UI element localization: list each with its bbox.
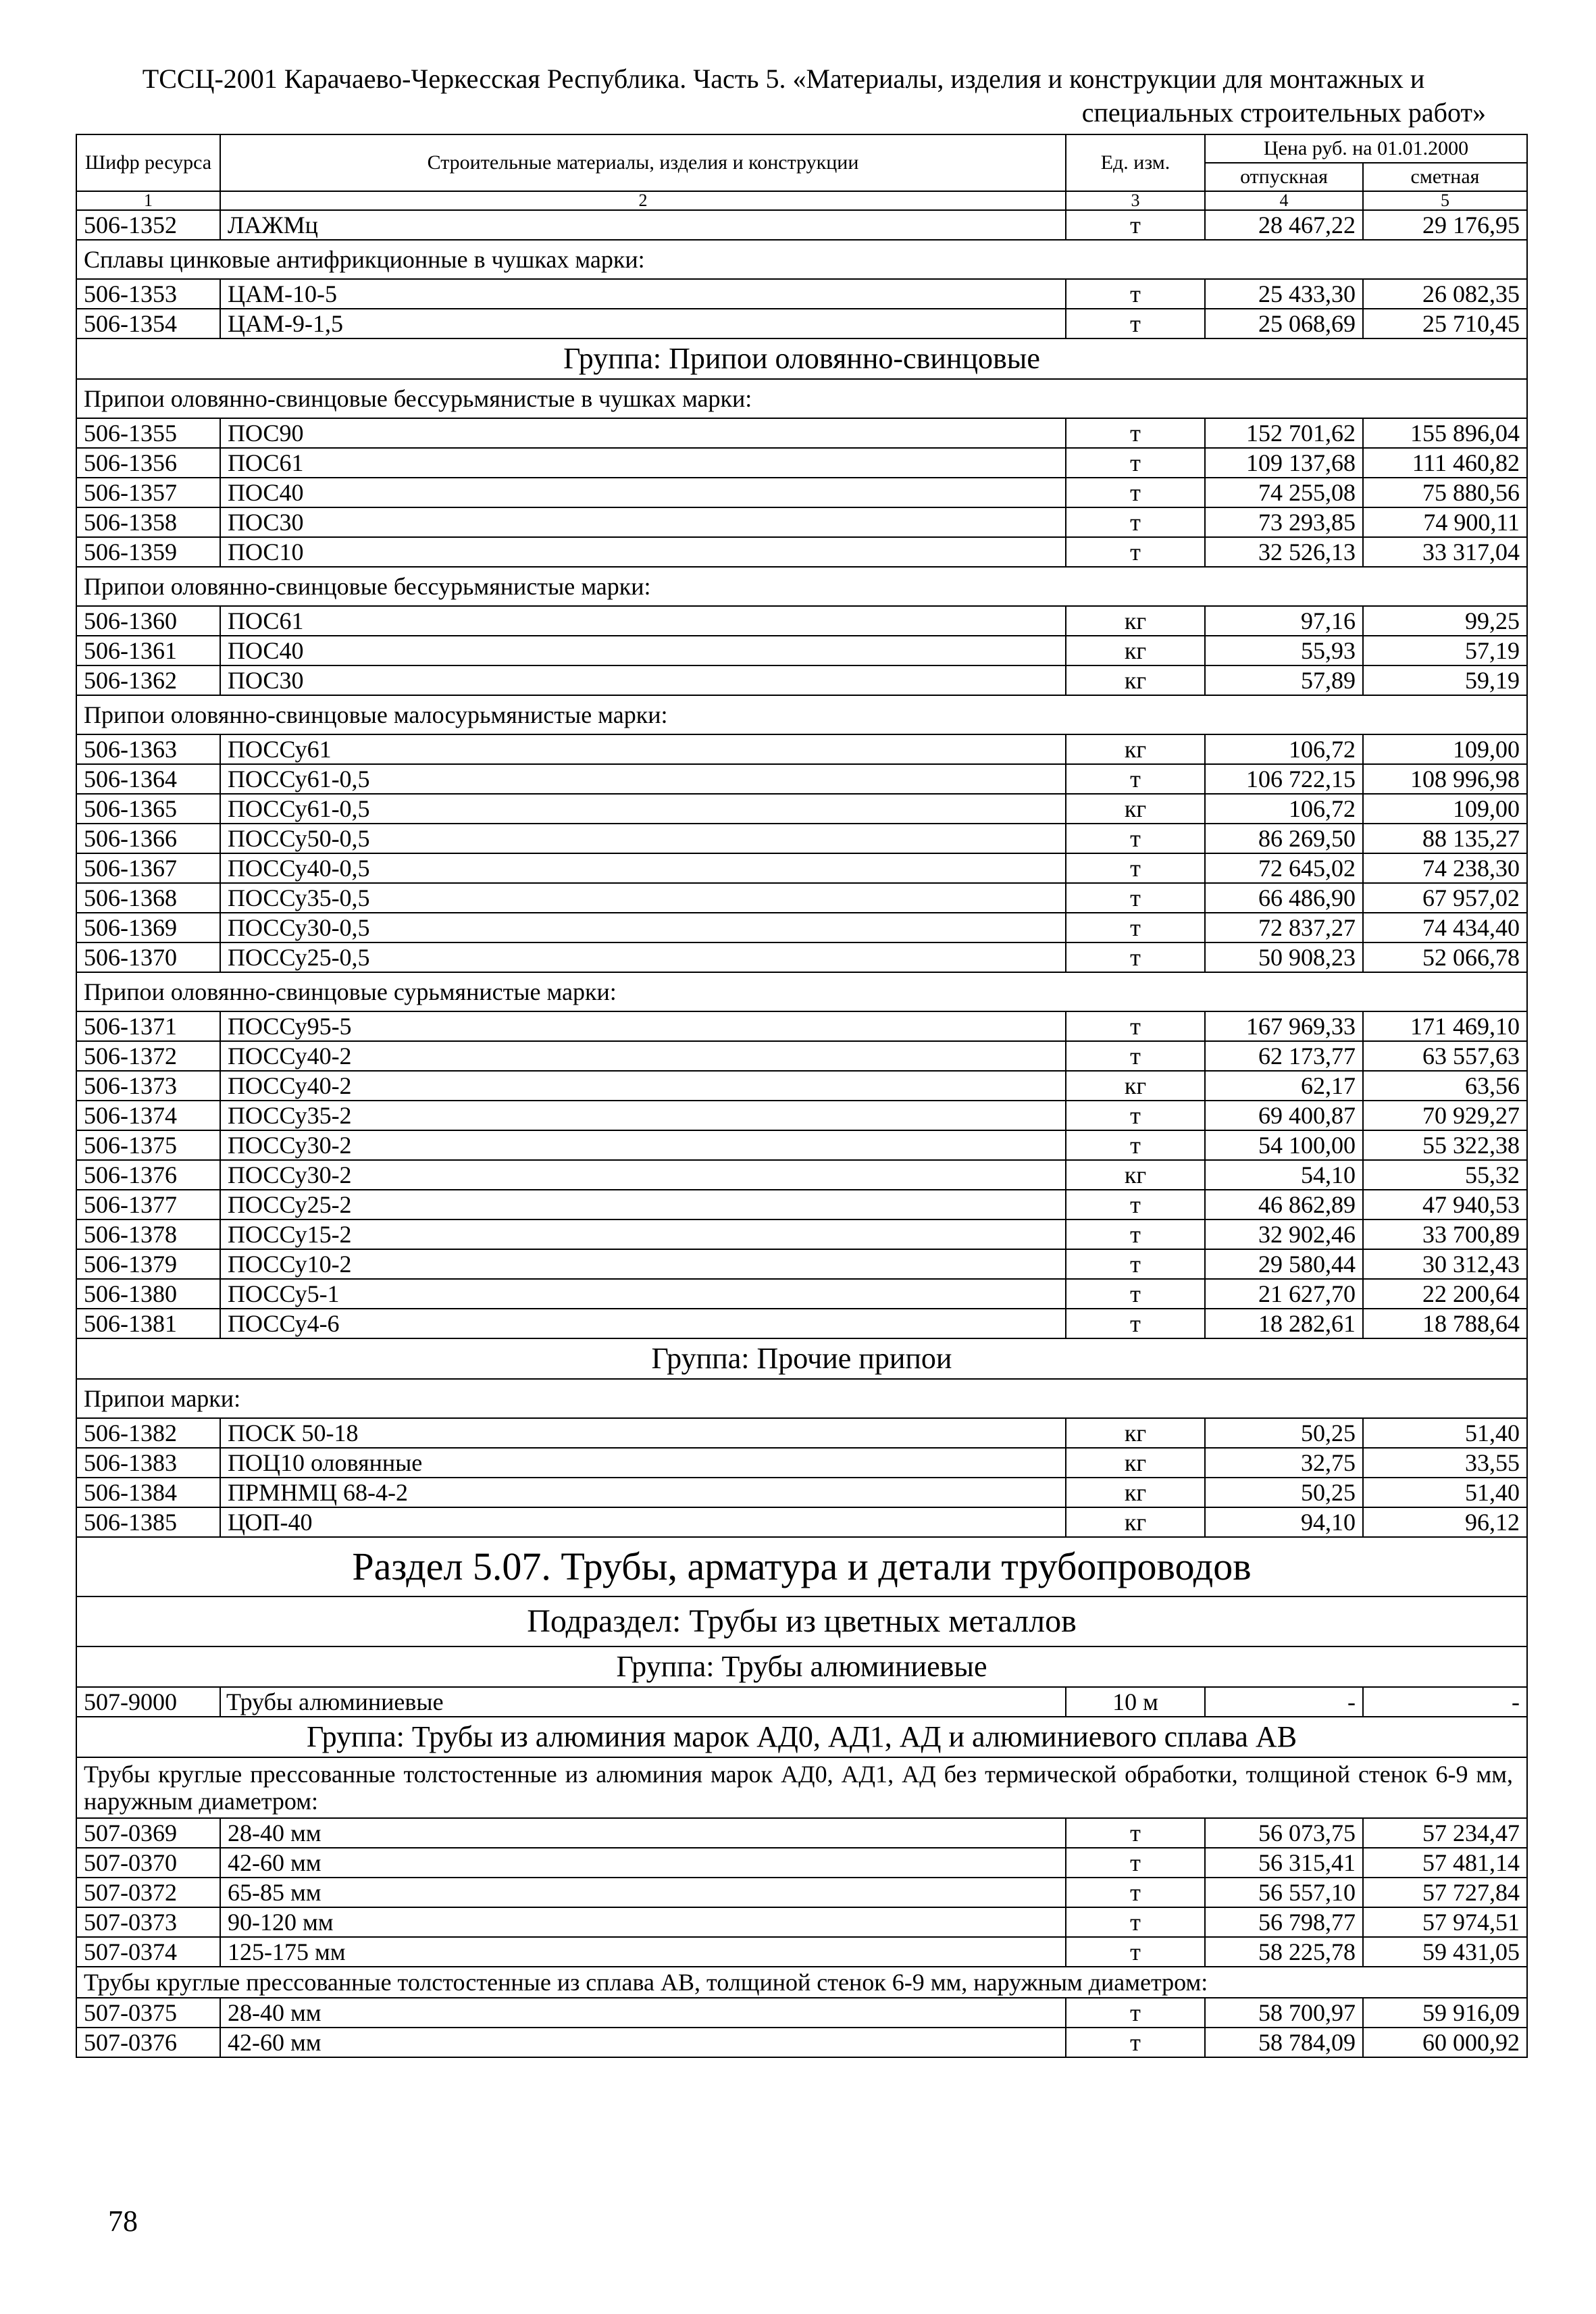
subheading-row [76,240,1527,279]
table-row [76,734,1527,764]
table-row [76,309,1527,338]
material-name-cell: ПРМНМЦ 68-4-2 [220,1478,1066,1507]
unit-cell: т [1066,1279,1205,1309]
resource-code-cell: 506-1353 [76,279,220,309]
release-price-cell: 55,93 [1205,636,1363,665]
resource-code-cell: 506-1352 [76,210,220,240]
release-price-cell: 62 173,77 [1205,1041,1363,1071]
release-price-cell: 56 798,77 [1205,1907,1363,1937]
estimate-price-cell: 57 727,84 [1363,1878,1527,1907]
resource-code-cell: 506-1369 [76,913,220,942]
page-header [74,62,1493,130]
col-header-unit: Ед. изм. [1066,134,1205,191]
estimate-price-cell: 70 929,27 [1363,1101,1527,1130]
resource-code-cell: 506-1385 [76,1507,220,1537]
material-name-cell: 28-40 мм [220,1818,1066,1848]
table-row [76,1071,1527,1101]
table-row [76,606,1527,636]
material-name-cell: ПОССу50-0,5 [220,824,1066,853]
col-header-name: Строительные материалы, изделия и конструкции [220,134,1066,191]
estimate-price-cell: 57 974,51 [1363,1907,1527,1937]
material-name-cell: ПОС61 [220,606,1066,636]
unit-cell: т [1066,448,1205,478]
table-row [76,794,1527,824]
unit-cell: т [1066,507,1205,537]
unit-cell: кг [1066,1418,1205,1448]
release-price-cell: 97,16 [1205,606,1363,636]
material-name-cell: ПОССу40-0,5 [220,853,1066,883]
release-price-cell: 50 908,23 [1205,942,1363,972]
table-row [76,1937,1527,1967]
estimate-price-cell: 96,12 [1363,1507,1527,1537]
material-name-cell: ПОС40 [220,636,1066,665]
release-price-cell: 66 486,90 [1205,883,1363,913]
table-row [76,1478,1527,1507]
col-number: 5 [1363,191,1527,210]
resource-code-cell: 506-1361 [76,636,220,665]
release-price-cell: 86 269,50 [1205,824,1363,853]
material-name-cell: ЦОП-40 [220,1507,1066,1537]
material-name-cell: 125-175 мм [220,1937,1066,1967]
release-price-cell: 106,72 [1205,794,1363,824]
material-name-cell: ПОССу61-0,5 [220,764,1066,794]
estimate-price-cell: 74 900,11 [1363,507,1527,537]
release-price-cell: 58 225,78 [1205,1937,1363,1967]
material-name-cell: 65-85 мм [220,1878,1066,1907]
material-name-cell: ПОС30 [220,665,1066,695]
subheading-cell: Припои оловянно-свинцовые сурьмянистые марки: [76,972,1527,1011]
resource-code-cell: 506-1371 [76,1011,220,1041]
resource-code-cell: 507-0370 [76,1848,220,1878]
table-row [76,1418,1527,1448]
material-name-cell: ПОС90 [220,418,1066,448]
estimate-price-cell: 155 896,04 [1363,418,1527,448]
section-heading-row [76,1537,1527,1596]
estimate-price-cell: 29 176,95 [1363,210,1527,240]
material-name-cell: ЦАМ-9-1,5 [220,309,1066,338]
resource-code-cell: 506-1377 [76,1190,220,1219]
unit-cell: т [1066,1309,1205,1338]
resource-code-cell: 506-1359 [76,537,220,567]
estimate-price-cell: 57 234,47 [1363,1818,1527,1848]
estimate-price-cell: 30 312,43 [1363,1249,1527,1279]
unit-cell: кг [1066,1507,1205,1537]
estimate-price-cell: - [1363,1687,1527,1717]
subheading-row [76,972,1527,1011]
estimate-price-cell: 60 000,92 [1363,2028,1527,2057]
release-price-cell: 25 068,69 [1205,309,1363,338]
resource-code-cell: 506-1366 [76,824,220,853]
table-row [76,1190,1527,1219]
estimate-price-cell: 33 317,04 [1363,537,1527,567]
material-name-cell: ПОССу35-2 [220,1101,1066,1130]
resource-code-cell: 507-0374 [76,1937,220,1967]
table-row [76,665,1527,695]
estimate-price-cell: 63 557,63 [1363,1041,1527,1071]
section-heading: Раздел 5.07. Трубы, арматура и детали трубопроводов [76,1537,1527,1596]
subheading-cell: Сплавы цинковые антифрикционные в чушках марки: [76,240,1527,279]
table-row [76,1219,1527,1249]
release-price-cell: 28 467,22 [1205,210,1363,240]
table-row [76,942,1527,972]
release-price-cell: 109 137,68 [1205,448,1363,478]
estimate-price-cell: 57 481,14 [1363,1848,1527,1878]
unit-cell: т [1066,883,1205,913]
estimate-price-cell: 59 916,09 [1363,1998,1527,2028]
table-row [76,853,1527,883]
resource-code-cell: 506-1375 [76,1130,220,1160]
unit-cell: т [1066,1907,1205,1937]
resource-code-cell: 506-1368 [76,883,220,913]
table-row [76,448,1527,478]
resource-code-cell: 506-1381 [76,1309,220,1338]
estimate-price-cell: 57,19 [1363,636,1527,665]
material-name-cell: 28-40 мм [220,1998,1066,2028]
table-row [76,913,1527,942]
release-price-cell: 46 862,89 [1205,1190,1363,1219]
resource-code-cell: 507-0375 [76,1998,220,2028]
unit-cell: т [1066,913,1205,942]
release-price-cell: 54,10 [1205,1160,1363,1190]
material-name-cell: 90-120 мм [220,1907,1066,1937]
material-name-cell: ПОССу25-0,5 [220,942,1066,972]
estimate-price-cell: 59 431,05 [1363,1937,1527,1967]
estimate-price-cell: 88 135,27 [1363,824,1527,853]
resource-code-cell: 506-1363 [76,734,220,764]
table-row [76,1507,1527,1537]
resource-code-cell: 506-1365 [76,794,220,824]
unit-cell: кг [1066,636,1205,665]
resource-code-cell: 507-9000 [76,1687,220,1717]
unit-cell: т [1066,418,1205,448]
material-name-cell: ПОССу15-2 [220,1219,1066,1249]
unit-cell: т [1066,309,1205,338]
estimate-price-cell: 63,56 [1363,1071,1527,1101]
resource-code-cell: 506-1372 [76,1041,220,1071]
col-header-release: отпускная [1205,163,1363,191]
table-row [76,537,1527,567]
group-heading: Группа: Прочие припои [76,1338,1527,1379]
release-price-cell: - [1205,1687,1363,1717]
release-price-cell: 25 433,30 [1205,279,1363,309]
resource-code-cell: 506-1364 [76,764,220,794]
estimate-price-cell: 108 996,98 [1363,764,1527,794]
unit-cell: кг [1066,794,1205,824]
subheading-row [76,1967,1527,1998]
release-price-cell: 62,17 [1205,1071,1363,1101]
group-heading-row [76,338,1527,379]
table-row [76,1249,1527,1279]
resource-code-cell: 507-0376 [76,2028,220,2057]
material-name-cell: ПОССу25-2 [220,1190,1066,1219]
material-name-cell: ПОС30 [220,507,1066,537]
resource-code-cell: 506-1374 [76,1101,220,1130]
material-name-cell: ПОССу30-2 [220,1130,1066,1160]
release-price-cell: 152 701,62 [1205,418,1363,448]
material-name-cell: ПОССу95-5 [220,1011,1066,1041]
material-name-cell: ПОЦ10 оловянные [220,1448,1066,1478]
table-row [76,1848,1527,1878]
subheading-row [76,695,1527,734]
estimate-price-cell: 59,19 [1363,665,1527,695]
estimate-price-cell: 75 880,56 [1363,478,1527,507]
unit-cell: т [1066,1848,1205,1878]
group-heading: Группа: Припои оловянно-свинцовые [76,338,1527,379]
estimate-price-cell: 171 469,10 [1363,1011,1527,1041]
resource-code-cell: 506-1373 [76,1071,220,1101]
material-name-cell: ПОС10 [220,537,1066,567]
table-row [76,1279,1527,1309]
release-price-cell: 94,10 [1205,1507,1363,1537]
subsection-heading-row [76,1596,1527,1646]
table-row [76,883,1527,913]
estimate-price-cell: 26 082,35 [1363,279,1527,309]
table-row [76,210,1527,240]
release-price-cell: 56 315,41 [1205,1848,1363,1878]
col-number: 2 [220,191,1066,210]
estimate-price-cell: 22 200,64 [1363,1279,1527,1309]
table-row [76,2028,1527,2057]
table-row [76,1907,1527,1937]
table-row [76,1041,1527,1071]
resource-code-cell: 507-0369 [76,1818,220,1848]
unit-cell: т [1066,1937,1205,1967]
estimate-price-cell: 51,40 [1363,1418,1527,1448]
release-price-cell: 18 282,61 [1205,1309,1363,1338]
release-price-cell: 32,75 [1205,1448,1363,1478]
resource-code-cell: 507-0372 [76,1878,220,1907]
material-name-cell: ПОССу10-2 [220,1249,1066,1279]
resource-code-cell: 506-1384 [76,1478,220,1507]
subheading-cell: Трубы круглые прессованные толстостенные из алюминия марок АД0, АД1, АД без термической обработки, толщиной стенок 6-9 мм, наружным диаметром: [76,1757,1527,1818]
resource-code-cell: 507-0373 [76,1907,220,1937]
unit-cell: т [1066,1011,1205,1041]
subheading-row [76,1379,1527,1418]
header-line-2: специальных строительных работ» [1081,97,1486,128]
unit-cell: 10 м [1066,1687,1205,1717]
table-row [76,1309,1527,1338]
estimate-price-cell: 47 940,53 [1363,1190,1527,1219]
col-header-price: Цена руб. на 01.01.2000 [1205,134,1527,163]
estimate-price-cell: 33,55 [1363,1448,1527,1478]
release-price-cell: 57,89 [1205,665,1363,695]
page-number: 78 [108,2205,138,2238]
unit-cell: т [1066,1190,1205,1219]
table-row [76,418,1527,448]
release-price-cell: 74 255,08 [1205,478,1363,507]
resource-code-cell: 506-1367 [76,853,220,883]
unit-cell: т [1066,764,1205,794]
subheading-cell: Трубы круглые прессованные толстостенные из сплава АВ, толщиной стенок 6-9 мм, наружным диаметром: [76,1967,1527,1998]
table-row [76,1011,1527,1041]
table-row [76,1160,1527,1190]
release-price-cell: 32 902,46 [1205,1219,1363,1249]
estimate-price-cell: 33 700,89 [1363,1219,1527,1249]
subheading-row [76,1757,1527,1818]
table-body [76,210,1527,2057]
unit-cell: т [1066,1249,1205,1279]
release-price-cell: 56 073,75 [1205,1818,1363,1848]
unit-cell: т [1066,1101,1205,1130]
group-heading-row [76,1338,1527,1379]
table-row [76,1101,1527,1130]
material-name-cell: ЛАЖМц [220,210,1066,240]
col-number: 3 [1066,191,1205,210]
group-heading-row [76,1717,1527,1757]
release-price-cell: 50,25 [1205,1418,1363,1448]
resource-code-cell: 506-1357 [76,478,220,507]
release-price-cell: 58 784,09 [1205,2028,1363,2057]
material-name-cell: ПОССу61-0,5 [220,794,1066,824]
unit-cell: кг [1066,1160,1205,1190]
release-price-cell: 54 100,00 [1205,1130,1363,1160]
table-row [76,636,1527,665]
unit-cell: т [1066,537,1205,567]
estimate-price-cell: 109,00 [1363,734,1527,764]
material-name-cell: ПОССу40-2 [220,1071,1066,1101]
material-name-cell: 42-60 мм [220,1848,1066,1878]
estimate-price-cell: 52 066,78 [1363,942,1527,972]
unit-cell: т [1066,942,1205,972]
table-row [76,478,1527,507]
estimate-price-cell: 67 957,02 [1363,883,1527,913]
estimate-price-cell: 51,40 [1363,1478,1527,1507]
resource-code-cell: 506-1356 [76,448,220,478]
release-price-cell: 72 837,27 [1205,913,1363,942]
release-price-cell: 29 580,44 [1205,1249,1363,1279]
unit-cell: т [1066,853,1205,883]
resource-code-cell: 506-1383 [76,1448,220,1478]
resource-code-cell: 506-1378 [76,1219,220,1249]
unit-cell: кг [1066,1478,1205,1507]
estimate-price-cell: 109,00 [1363,794,1527,824]
release-price-cell: 73 293,85 [1205,507,1363,537]
release-price-cell: 58 700,97 [1205,1998,1363,2028]
unit-cell: т [1066,478,1205,507]
unit-cell: т [1066,1878,1205,1907]
table-row [76,1878,1527,1907]
unit-cell: т [1066,824,1205,853]
subheading-cell: Припои оловянно-свинцовые бессурьмянистые марки: [76,567,1527,606]
unit-cell: т [1066,1041,1205,1071]
estimate-price-cell: 25 710,45 [1363,309,1527,338]
col-header-estimate: сметная [1363,163,1527,191]
resource-code-cell: 506-1355 [76,418,220,448]
material-name-cell: ПОС40 [220,478,1066,507]
resource-code-cell: 506-1358 [76,507,220,537]
unit-cell: т [1066,1130,1205,1160]
material-name-cell: ПОС61 [220,448,1066,478]
unit-cell: т [1066,279,1205,309]
subheading-cell: Припои оловянно-свинцовые бессурьмянистые в чушках марки: [76,379,1527,418]
table-row [76,1130,1527,1160]
group-heading: Группа: Трубы алюминиевые [76,1646,1527,1687]
release-price-cell: 106,72 [1205,734,1363,764]
resource-code-cell: 506-1354 [76,309,220,338]
header-line-1: ТССЦ-2001 Карачаево-Черкесская Республика. Часть 5. «Материалы, изделия и конструкции для монтажных и [142,64,1425,94]
unit-cell: т [1066,2028,1205,2057]
table-row [76,1448,1527,1478]
unit-cell: кг [1066,665,1205,695]
material-name-cell: ЦАМ-10-5 [220,279,1066,309]
material-name-cell: ПОССу35-0,5 [220,883,1066,913]
release-price-cell: 106 722,15 [1205,764,1363,794]
material-name-cell: ПОССу5-1 [220,1279,1066,1309]
resource-code-cell: 506-1382 [76,1418,220,1448]
resource-code-cell: 506-1370 [76,942,220,972]
table-row [76,1818,1527,1848]
release-price-cell: 21 627,70 [1205,1279,1363,1309]
group-heading: Группа: Трубы из алюминия марок АД0, АД1, АД и алюминиевого сплава АВ [76,1717,1527,1757]
unit-cell: т [1066,1219,1205,1249]
subheading-row [76,567,1527,606]
material-name-cell: ПОСК 50-18 [220,1418,1066,1448]
unit-cell: кг [1066,606,1205,636]
col-number: 1 [76,191,220,210]
material-name-cell: ПОССу30-2 [220,1160,1066,1190]
release-price-cell: 56 557,10 [1205,1878,1363,1907]
material-name-cell: ПОССу40-2 [220,1041,1066,1071]
unit-cell: кг [1066,734,1205,764]
subsection-heading: Подраздел: Трубы из цветных металлов [76,1596,1527,1646]
estimate-price-cell: 55 322,38 [1363,1130,1527,1160]
release-price-cell: 32 526,13 [1205,537,1363,567]
group-heading-row [76,1646,1527,1687]
price-table [76,134,1528,2058]
material-name-cell: Трубы алюминиевые [220,1687,1066,1717]
unit-cell: т [1066,210,1205,240]
resource-code-cell: 506-1360 [76,606,220,636]
estimate-price-cell: 99,25 [1363,606,1527,636]
release-price-cell: 69 400,87 [1205,1101,1363,1130]
table-row [76,764,1527,794]
resource-code-cell: 506-1362 [76,665,220,695]
unit-cell: кг [1066,1448,1205,1478]
release-price-cell: 72 645,02 [1205,853,1363,883]
table-row [76,1998,1527,2028]
table-row [76,279,1527,309]
material-name-cell: 42-60 мм [220,2028,1066,2057]
unit-cell: т [1066,1998,1205,2028]
material-name-cell: ПОССу4-6 [220,1309,1066,1338]
unit-cell: т [1066,1818,1205,1848]
unit-cell: кг [1066,1071,1205,1101]
resource-code-cell: 506-1379 [76,1249,220,1279]
table-row [76,507,1527,537]
estimate-price-cell: 74 434,40 [1363,913,1527,942]
material-name-cell: ПОССу61 [220,734,1066,764]
release-price-cell: 50,25 [1205,1478,1363,1507]
estimate-price-cell: 55,32 [1363,1160,1527,1190]
table-row [76,824,1527,853]
subheading-cell: Припои марки: [76,1379,1527,1418]
subheading-row [76,379,1527,418]
table-row [76,1687,1527,1717]
col-number: 4 [1205,191,1363,210]
resource-code-cell: 506-1376 [76,1160,220,1190]
estimate-price-cell: 111 460,82 [1363,448,1527,478]
subheading-cell: Припои оловянно-свинцовые малосурьмянистые марки: [76,695,1527,734]
resource-code-cell: 506-1380 [76,1279,220,1309]
estimate-price-cell: 74 238,30 [1363,853,1527,883]
col-header-code: Шифр ресурса [76,134,220,191]
material-name-cell: ПОССу30-0,5 [220,913,1066,942]
estimate-price-cell: 18 788,64 [1363,1309,1527,1338]
release-price-cell: 167 969,33 [1205,1011,1363,1041]
